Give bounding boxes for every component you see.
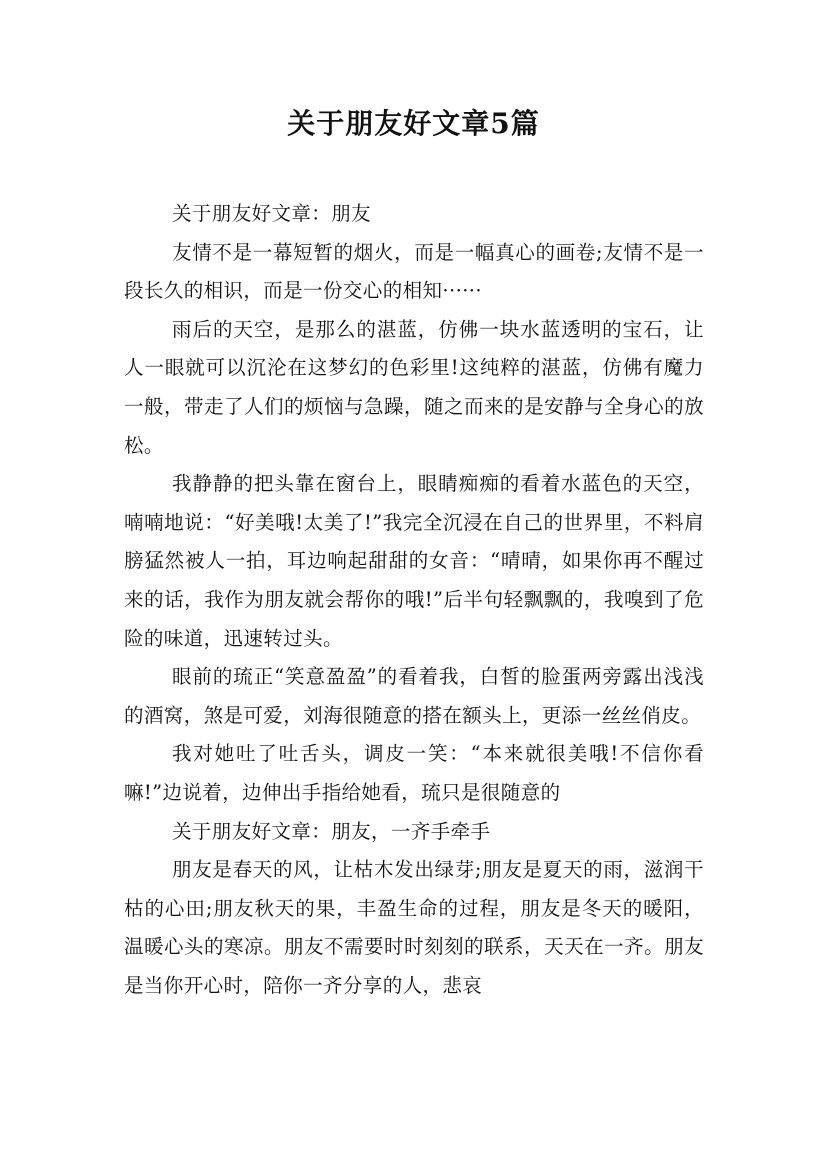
section-heading-1: 关于朋友好文章：朋友	[172, 202, 372, 225]
document-title: 关于朋友好文章5篇	[287, 107, 540, 140]
document-body	[124, 195, 704, 1005]
paragraph: 朋友是春天的风，让枯木发出绿芽;朋友是夏天的雨，滋润干枯的心田;朋友秋天的果，丰盈生命的过程，朋友是冬天的暖阳，温暖心头的寒凉。朋友不需要时时刻刻的联系，天天在一齐。朋友是当你开心时，陪你一齐分享的人，悲哀	[124, 858, 704, 997]
paragraph: 友情不是一幕短暂的烟火，而是一幅真心的画卷;友情不是一段长久的相识，而是一份交心的相知······	[124, 240, 704, 303]
paragraph: 我对她吐了吐舌头，调皮一笑：“本来就很美哦!不信你看嘛!”边说着，边伸出手指给她看，琉只是很随意的	[124, 742, 704, 804]
section-heading-2: 关于朋友好文章：朋友，一齐手牵手	[172, 819, 491, 843]
paragraph: 雨后的天空，是那么的湛蓝，仿佛一块水蓝透明的宝石，让人一眼就可以沉沦在这梦幻的色彩里!这纯粹的湛蓝，仿佛有魔力一般，带走了人们的烦恼与急躁，随之而来的是安静与全身心的放松。	[124, 317, 704, 457]
paragraph: 眼前的琉正“笑意盈盈”的看着我，白皙的脸蛋两旁露出浅浅的酒窝，煞是可爱，刘海很随意的搭在额头上，更添一丝丝俏皮。	[124, 665, 704, 727]
paragraph: 我静静的把头靠在窗台上，眼睛痴痴的看着水蓝色的天空，喃喃地说：“好美哦!太美了!”我完全沉浸在自己的世界里，不料肩膀猛然被人一拍，耳边响起甜甜的女音：“晴晴，如果你再不醒过来的话，我作为朋友就会帮你的哦!”后半句轻飘飘的，我嗅到了危险的味道，迅速转过头。	[124, 472, 704, 650]
